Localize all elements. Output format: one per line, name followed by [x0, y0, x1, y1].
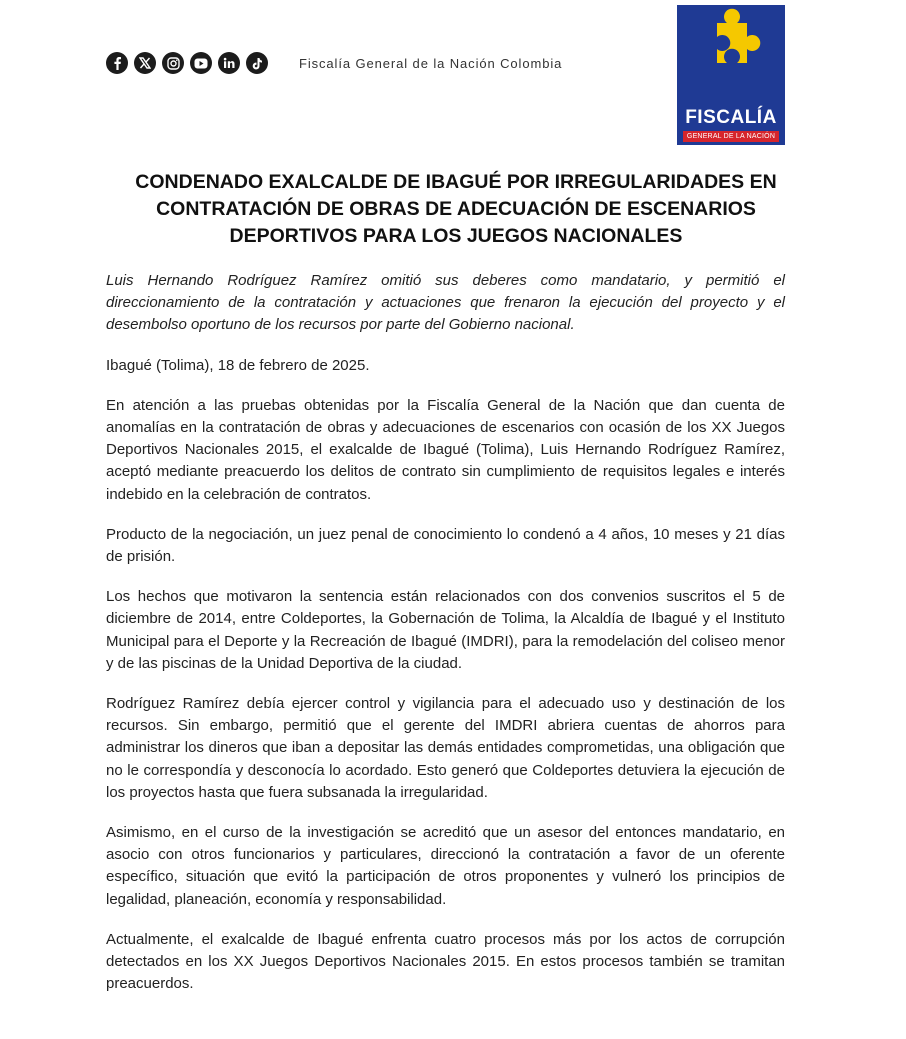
linkedin-icon[interactable]: [218, 52, 240, 74]
article-body: [106, 270, 785, 1013]
body-paragraph: Actualmente, el exalcalde de Ibagué enfrenta cuatro procesos más por los actos de corrupción detectados en los XX Juegos Deportivos Nacionales 2015. En estos procesos también se tramitan preacuerdos.: [106, 930, 785, 993]
org-name: Fiscalía General de la Nación Colombia: [299, 55, 563, 71]
puzzle-icon: [677, 5, 785, 105]
instagram-icon[interactable]: [162, 52, 184, 74]
body-paragraph: En atención a las pruebas obtenidas por la Fiscalía General de la Nación que dan cuenta de anomalías en la contratación de obras y adecuaciones de escenarios con ocasión de los XX Juegos Deportivos Nacionales 2015, el exalcalde de Ibagué (Tolima), Luis Hernando Rodríguez Ramírez, aceptó mediante preacuerdo los delitos de contrato sin cumplimiento de requisitos legales e interés indebido en la celebración de contratos.: [106, 396, 785, 503]
youtube-icon[interactable]: [190, 52, 212, 74]
dateline: Ibagué (Tolima), 18 de febrero de 2025.: [106, 356, 370, 374]
facebook-icon[interactable]: [106, 52, 128, 74]
social-bar: [106, 52, 562, 74]
body-paragraph: Producto de la negociación, un juez penal de conocimiento lo condenó a 4 años, 10 meses y 21 días de prisión.: [106, 525, 785, 566]
article-title: CONDENADO EXALCALDE DE IBAGUÉ POR IRREGULARIDADES EN CONTRATACIÓN DE OBRAS DE ADECUACIÓN DE ESCENARIOS DEPORTIVOS PARA LOS JUEGOS NACIONALES: [135, 171, 777, 247]
article-lead: Luis Hernando Rodríguez Ramírez omitió sus deberes como mandatario, y permitió el direccionamiento de la contratación y actuaciones que frenaron la ejecución del proyecto y el desembolso oportuno de los recursos por parte del Gobierno nacional.: [106, 272, 785, 334]
fiscalia-logo: [677, 5, 785, 145]
body-paragraph: Rodríguez Ramírez debía ejercer control y vigilancia para el adecuado uso y destinación de los recursos. Sin embargo, permitió que el gerente del IMDRI abriera cuentas de ahorros para administrar los dineros que iban a depositar las demás entidades comprometidas, una obligación que no le correspondía y desconocía lo acordado. Esto generó que Coldeportes detuviera la ejecución de los proyectos hasta que fuera subsanada la irregularidad.: [106, 695, 785, 801]
body-paragraph: Asimismo, en el curso de la investigación se acreditó que un asesor del entonces mandatario, en asocio con otros funcionarios y particulares, direccionó la contratación a favor de un oferente específico, situación que evitó la participación de otros proponentes y vulneró los principios de legalidad, planeación, economía y responsabilidad.: [106, 824, 785, 908]
x-icon[interactable]: [134, 52, 156, 74]
tiktok-icon[interactable]: [246, 52, 268, 74]
logo-word: FISCALÍA: [685, 107, 777, 128]
body-paragraph: Los hechos que motivaron la sentencia están relacionados con dos convenios suscritos el 5 de diciembre de 2014, entre Coldeportes, la Gobernación de Tolima, la Alcaldía de Ibagué y el Instituto Municipal para el Deporte y la Recreación de Ibagué (IMDRI), para la remodelación del coliseo menor y de las piscinas de la Unidad Deportiva de la ciudad.: [106, 588, 785, 672]
logo-subtitle: GENERAL DE LA NACIÓN: [683, 131, 779, 142]
